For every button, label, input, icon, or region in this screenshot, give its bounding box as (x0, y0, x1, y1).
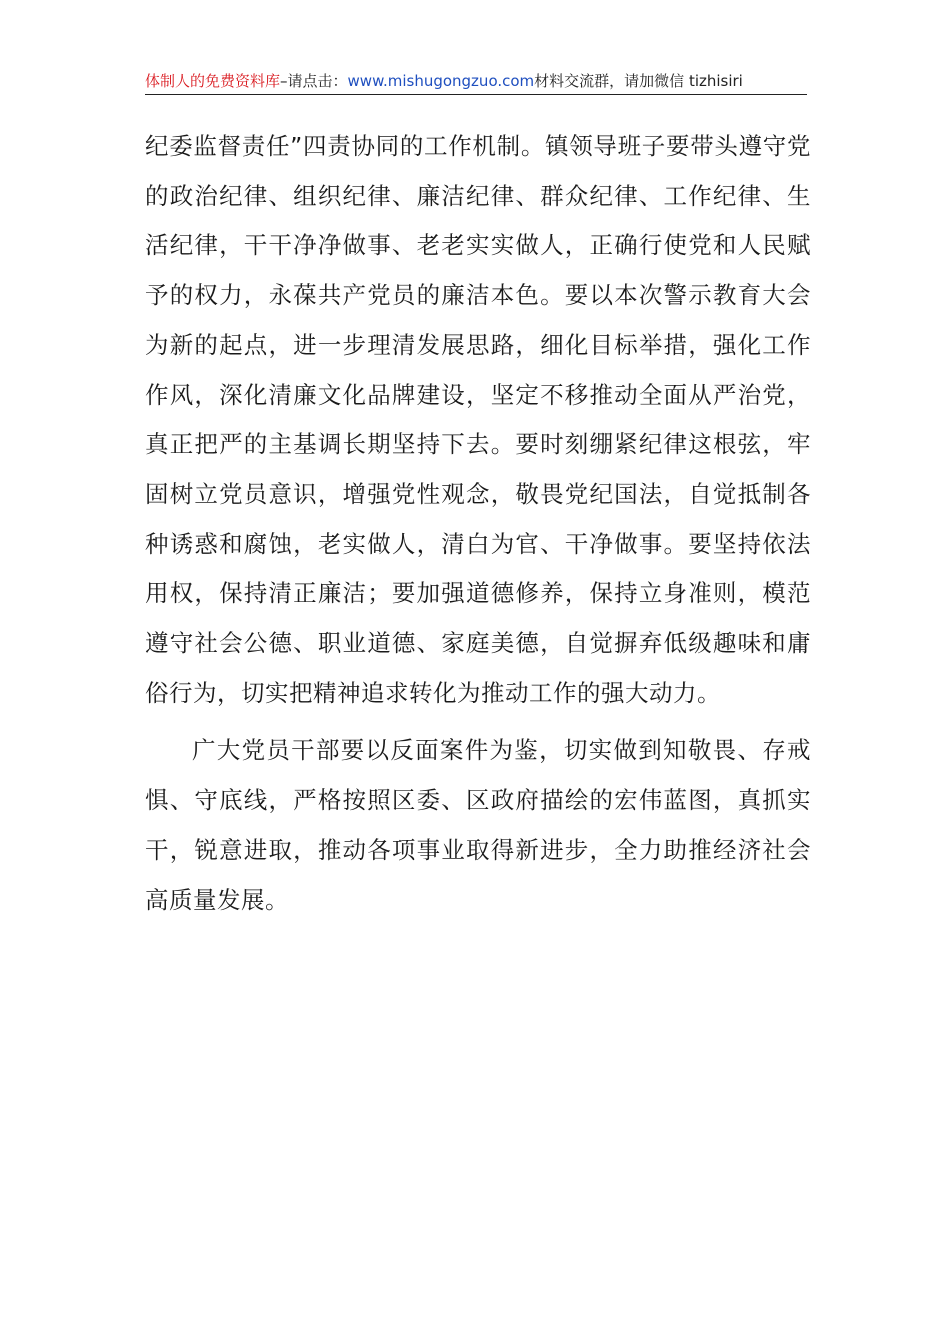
header-prompt: –请点击： (280, 72, 348, 90)
document-body (145, 122, 811, 925)
paragraph-continued: 纪委监督责任”四责协同的工作机制。镇领导班子要带头遵守党的政治纪律、组织纪律、廉洁纪律、群众纪律、工作纪律、生活纪律，干干净净做事、老老实实做人，正确行使党和人民赋予的权力，永葆共产党员的廉洁本色。要以本次警示教育大会为新的起点，进一步理清发展思路，细化目标举措，强化工作作风，深化清廉文化品牌建设，坚定不移推动全面从严治党，真正把严的主基调长期坚持下去。要时刻绷紧纪律这根弦，牢固树立党员意识，增强党性观念，敬畏党纪国法，自觉抵制各种诱惑和腐蚀，老实做人，清白为官、干净做事。要坚持依法用权，保持清正廉洁；要加强道德修养，保持立身准则，模范遵守社会公德、职业道德、家庭美德，自觉摒弃低级趣味和庸俗行为，切实把精神追求转化为推动工作的强大动力。 (145, 132, 811, 707)
page-header (145, 70, 807, 95)
header-brand: 体制人的免费资料库 (145, 72, 281, 90)
header-note: 材料交流群，请加微信 tizhisiri (534, 72, 743, 90)
header-url-link[interactable]: www.mishugongzuo.com (347, 72, 535, 90)
paragraph-conclusion: 广大党员干部要以反面案件为鉴，切实做到知敬畏、存戒惧、守底线，严格按照区委、区政府描绘的宏伟蓝图，真抓实干，锐意进取，推动各项事业取得新进步，全力助推经济社会高质量发展。 (145, 736, 811, 914)
